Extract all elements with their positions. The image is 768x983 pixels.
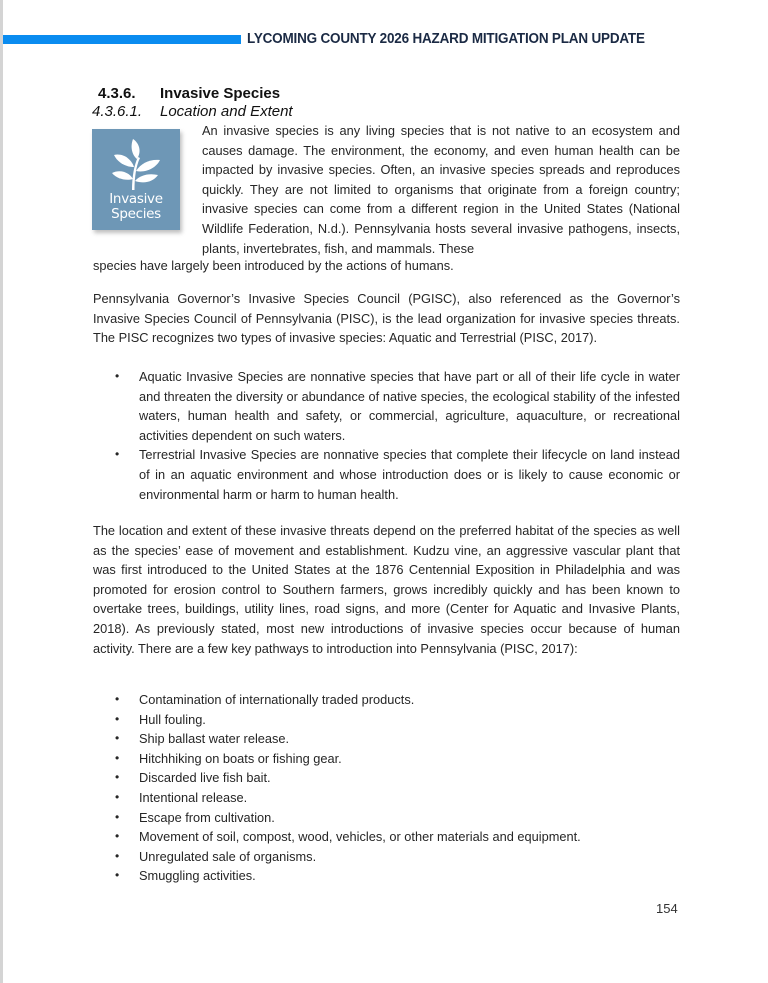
- page-edge: [0, 0, 3, 983]
- subsection-title: Location and Extent: [160, 103, 293, 120]
- intro-paragraph: An invasive species is any living species that is not native to an ecosystem and causes damage. The environment, the economy, and even human health can be impacted by invasive species. Often, an invasive species spreads and reproduces quickly. They are not limited to organisms that originate from a foreign country; invasive species can come from a different region in the United States (National Wildlife Federation, N.d.). Pennsylvania hosts several invasive pathogens, insects, plants, invertebrates, fish, and mammals. These: [202, 123, 680, 256]
- list-item-text: Hitchhiking on boats or fishing gear.: [139, 750, 342, 766]
- header-accent-bar: [3, 35, 241, 44]
- list-item: [112, 827, 680, 847]
- list-item: [112, 788, 680, 808]
- bullet-icon: •: [115, 711, 120, 726]
- document-title: LYCOMING COUNTY 2026 HAZARD MITIGATION PLAN UPDATE: [247, 31, 645, 47]
- list-item-text: Terrestrial Invasive Species are nonnative species that complete their lifecycle on land instead of in an aquatic environment and whose introduction does or is likely to cause economic or environmental harm or harm to human health.: [139, 447, 680, 502]
- bullet-icon: •: [115, 731, 120, 746]
- badge-label-line-1: Invasive: [109, 191, 163, 207]
- bullet-icon: •: [115, 770, 120, 785]
- list-item: [112, 367, 680, 445]
- list-item-text: Unregulated sale of organisms.: [139, 848, 317, 864]
- list-item: [112, 710, 680, 730]
- badge-label: [92, 192, 180, 222]
- badge-label-line-2: Species: [111, 206, 161, 222]
- list-item: [112, 866, 680, 886]
- subsection-number: 4.3.6.1.: [92, 103, 143, 120]
- list-item: [112, 749, 680, 769]
- bullet-icon: •: [115, 868, 120, 883]
- bullet-icon: •: [115, 369, 120, 383]
- invasive-species-badge: [92, 129, 180, 230]
- list-item-text: Discarded live fish bait.: [139, 770, 271, 786]
- bullet-icon: •: [115, 829, 120, 844]
- list-item: [112, 445, 680, 504]
- bullet-icon: •: [115, 750, 120, 765]
- bullet-icon: •: [115, 848, 120, 863]
- list-item: [112, 808, 680, 828]
- list-item: [112, 729, 680, 749]
- section-title: Invasive Species: [160, 85, 281, 102]
- list-item-text: Ship ballast water release.: [139, 731, 290, 747]
- page-number: 154: [656, 901, 678, 916]
- bullet-icon: •: [115, 809, 120, 824]
- list-item: [112, 690, 680, 710]
- bullet-icon: •: [115, 692, 120, 706]
- invasive-species-leaf-icon: [108, 137, 164, 193]
- list-item-text: Smuggling activities.: [139, 868, 256, 884]
- list-item-text: Contamination of internationally traded products.: [139, 692, 415, 707]
- list-item-text: Aquatic Invasive Species are nonnative species that have part or all of their life cycle in water and threaten the diversity or abundance of native species, the ecological stability of the infested waters, human health and safety, or commercial, agriculture, aquaculture, or recreational activities dependent on such waters.: [139, 369, 680, 443]
- subsection-heading: [92, 103, 293, 120]
- list-item-text: Movement of soil, compost, wood, vehicles, or other materials and equipment.: [139, 829, 581, 845]
- pathways-list: [112, 690, 680, 886]
- list-item-text: Intentional release.: [139, 789, 248, 805]
- species-types-list: [112, 367, 680, 504]
- council-paragraph: Pennsylvania Governor’s Invasive Species Council (PGISC), also referenced as the Governor’s Invasive Species Council of Pennsylvania (PISC), is the lead organization for invasive species threats. The PISC recognizes two types of invasive species: Aquatic and Terrestrial (PISC, 2017).: [93, 291, 680, 346]
- intro-paragraph-tail: species have largely been introduced by the actions of humans.: [93, 258, 454, 273]
- bullet-icon: •: [115, 789, 120, 804]
- list-item-text: Escape from cultivation.: [139, 809, 275, 825]
- bullet-icon: •: [115, 447, 120, 462]
- section-heading: [98, 85, 280, 102]
- list-item: [112, 768, 680, 788]
- list-item-text: Hull fouling.: [139, 711, 206, 727]
- list-item: [112, 847, 680, 867]
- section-number: 4.3.6.: [98, 85, 136, 102]
- location-extent-paragraph: The location and extent of these invasive threats depend on the preferred habitat of the species as well as the species’ ease of movement and establishment. Kudzu vine, an aggressive vascular plant that was first introduced to the United States at the 1876 Centennial Exposition in Philadelphia and was promoted for erosion control to Southern farmers, grows incredibly quickly and has been known to overtake trees, buildings, utility lines, road signs, and more (Center for Aquatic and Invasive Plants, 2018). As previously stated, most new introductions of invasive species occur because of human activity. There are a few key pathways to introduction into Pennsylvania (PISC, 2017):: [93, 523, 680, 656]
